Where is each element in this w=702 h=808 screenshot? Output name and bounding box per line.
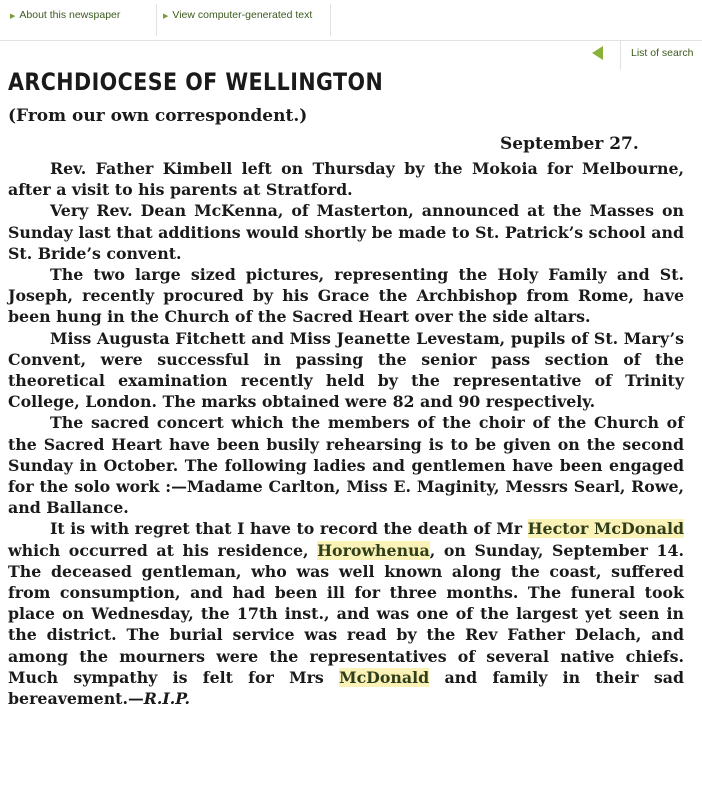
article-paragraph: The two large sized pictures, representing the Holy Family and St. Joseph, recently procured by his Grace the Archbishop from Rome, have been hung in the Church of the Sacred Heart over the side altars. [8,265,684,327]
toolbar [0,0,702,41]
article-paragraph: Rev. Father Kimbell left on Thursday by the Mokoia for Melbourne, after a visit to his parents at Stratford. [8,159,684,200]
article-paragraph: The sacred concert which the members of the choir of the Church of the Sacred Heart have been busily rehearsing is to be given on the second Sunday in October. The following ladies and gentlemen have been engaged for the solo work :—Madame Carlton, Miss E. Maginity, Messrs Searl, Rowe, and Ballance. [8,413,684,518]
paragraph-text: It is with regret that I have to record the death of Mr [50,519,528,539]
rip-text: R.I.P. [143,689,191,709]
search-highlight: McDonald [339,667,430,687]
toolbar-divider [156,4,157,36]
nav-divider [620,40,621,70]
article-headline: ARCHDIOCESE OF WELLINGTON [8,68,384,96]
triangle-right-icon: ▶ [163,13,169,20]
article-body [8,158,684,709]
article-paragraph: Miss Augusta Fitchett and Miss Jeanette Levestam, pupils of St. Mary’s Convent, were successful in passing the senior pass section of the theoretical examination recently held by the representative of Trinity College, London. The marks obtained were 82 and 90 respectively. [8,328,684,412]
paragraph-text: which occurred at his residence, [8,540,318,560]
article-paragraph-final [8,518,684,709]
list-of-search-link[interactable]: List of search [631,47,694,59]
article-paragraph: Very Rev. Dean McKenna, of Masterton, announced at the Masses on Sunday last that additions would shortly be made to St. Patrick’s school and St. Bride’s convent. [8,201,684,263]
search-highlight: Hector McDonald [527,519,685,539]
paragraph-text: , on Sunday, September 14. The deceased gentleman, who was well known along the coast, suffered from consumption, and had been ill for three months. The funeral took place on Wednesday, the 17th inst., and was one of the largest yet seen in the district. The burial service was read by the Rev Father Delach, and among the mourners were the representatives of several native chiefs. Much sympathy is felt for Mrs [8,540,685,687]
view-text-label: View computer-generated text [172,9,313,21]
article-subhead: (From our own correspondent.) [8,106,308,126]
toolbar-divider [330,4,331,36]
about-newspaper-link[interactable] [10,9,120,23]
paragraph-text: and family in their sad bereavement.— [8,667,685,709]
back-arrow-icon[interactable] [592,46,603,60]
about-newspaper-label: About this newspaper [19,9,121,21]
article-dateline: September 27. [500,134,639,154]
search-highlight: Horowhenua [317,540,430,560]
view-text-link[interactable] [163,9,333,23]
triangle-right-icon: ▶ [10,13,16,20]
